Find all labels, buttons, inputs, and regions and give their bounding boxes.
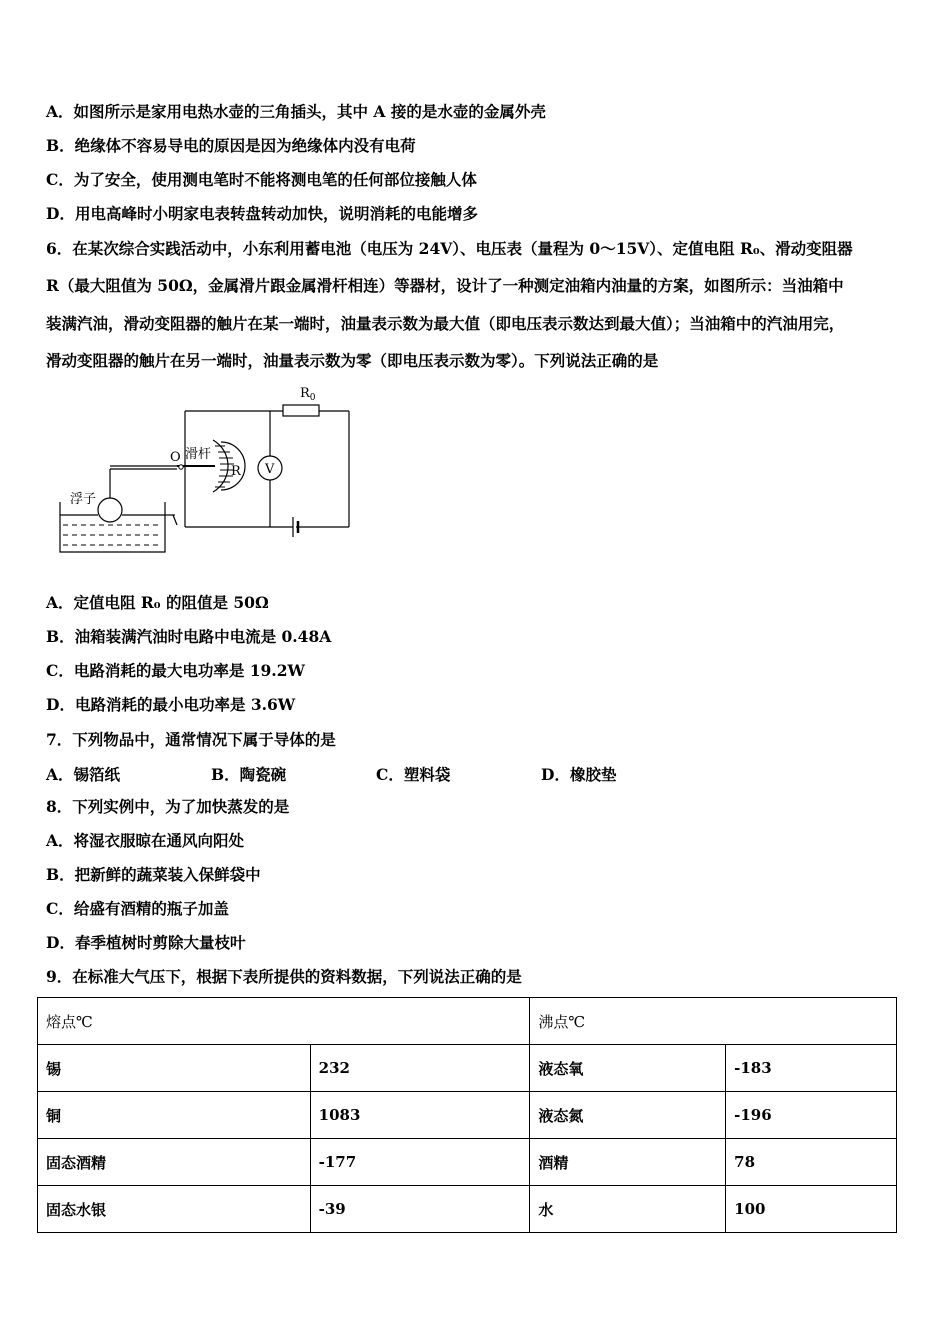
q8-option-d: D．春季植树时剪除大量枝叶 [46,933,246,952]
q9-stem: 9．在标准大气压下，根据下表所提供的资料数据，下列说法正确的是 [46,967,522,986]
q5-option-d: D．用电高峰时小明家电表转盘转动加快，说明消耗的电能增多 [46,204,478,223]
q5-option-c: C．为了安全，使用测电笔时不能将测电笔的任何部位接触人体 [46,170,477,189]
table-cell: 固态酒精 [38,1139,311,1186]
table-cell: 1083 [310,1092,530,1139]
table-cell: -183 [726,1045,897,1092]
table-cell: 固态水银 [38,1186,311,1233]
table-cell: 78 [726,1139,897,1186]
table-cell: -177 [310,1139,530,1186]
q7-option-a: A．锡箔纸 [46,765,121,784]
oil-liquid-lines [63,525,162,545]
pivot-point [179,465,183,469]
table-row [38,1139,897,1186]
q6-stem-line-3: 装满汽油，滑动变阻器的触片在某一端时，油量表示数为最大值（即电压表示数达到最大值）；当油箱中的汽油用完， [46,314,845,333]
label-float: 浮子 [70,492,97,507]
q6-option-d: D．电路消耗的最小电功率是 3.6W [46,695,296,714]
q6-stem-line-1: 6．在某次综合实践活动中，小东利用蓄电池（电压为 24V）、电压表（量程为 0～15V）、定值电阻 R₀、滑动变阻器 [46,239,853,258]
table-row [38,1092,897,1139]
table-row [38,1045,897,1092]
q6-option-b: B．油箱装满汽油时电路中电流是 0.48A [46,627,332,646]
table-cell: 232 [310,1045,530,1092]
label-r: R [231,464,241,479]
q6-stem-line-4: 滑动变阻器的触片在另一端时，油量表示数为零（即电压表示数为零）。下列说法正确的是 [46,351,659,370]
oil-gauge-circuit-figure [55,380,365,565]
float-ball [98,498,122,522]
label-pivot: O [170,450,181,465]
header-boiling-point: 沸点℃ [530,998,897,1045]
q6-stem-line-2: R（最大阻值为 50Ω，金属滑片跟金属滑杆相连）等器材，设计了一种测定油箱内油量的方案，如图所示：当油箱中 [46,276,844,295]
q7-stem: 7．下列物品中，通常情况下属于导体的是 [46,730,336,749]
q5-option-a: A．如图所示是家用电热水壶的三角插头，其中 A 接的是水壶的金属外壳 [46,102,546,121]
header-melting-point: 熔点℃ [38,998,530,1045]
label-rod: 滑杆 [185,447,212,462]
q6-option-a: A．定值电阻 R₀ 的阻值是 50Ω [46,593,269,612]
table-cell: 酒精 [530,1139,726,1186]
tank-spout-tip [173,515,177,525]
label-voltmeter: V [265,462,275,477]
table-cell: 锡 [38,1045,311,1092]
table-cell: 100 [726,1186,897,1233]
q7-options [46,763,616,785]
rheostat-arc-outer [213,440,228,492]
table-cell: 液态氮 [530,1092,726,1139]
label-r0: $R_0$ [300,386,316,403]
melting-boiling-point-table [37,997,897,1233]
q8-option-a: A．将湿衣服晾在通风向阳处 [46,831,245,850]
q8-stem: 8．下列实例中，为了加快蒸发的是 [46,797,290,816]
q8-option-b: B．把新鲜的蔬菜装入保鲜袋中 [46,865,261,884]
q6-option-c: C．电路消耗的最大电功率是 19.2W [46,661,305,680]
table-cell: 水 [530,1186,726,1233]
table-cell: 铜 [38,1092,311,1139]
q5-option-b: B．绝缘体不容易导电的原因是因为绝缘体内没有电荷 [46,136,416,155]
table-cell: -196 [726,1092,897,1139]
table-cell: -39 [310,1186,530,1233]
q7-option-d: D．橡胶垫 [541,765,617,784]
table-header-row [38,998,897,1045]
q8-option-c: C．给盛有酒精的瓶子加盖 [46,899,229,918]
r0-resistor [283,405,319,416]
table-row [38,1186,897,1233]
table-cell: 液态氧 [530,1045,726,1092]
q7-option-b: B．陶瓷碗 [211,765,287,784]
q7-option-c: C．塑料袋 [376,765,451,784]
